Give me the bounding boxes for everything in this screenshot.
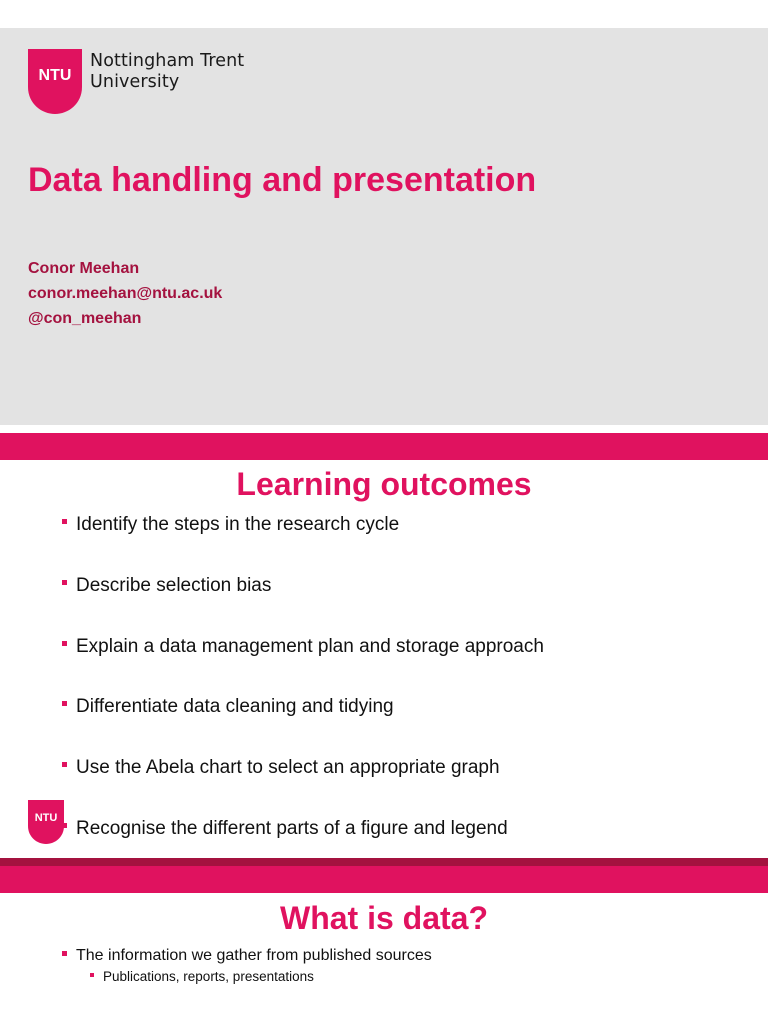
bullet-icon — [62, 701, 67, 706]
logo-abbrev: NTU — [38, 67, 72, 84]
bullet-icon — [62, 519, 67, 524]
list-item-text: Recognise the different parts of a figure and legend — [76, 818, 508, 839]
university-name — [90, 51, 244, 93]
sub-list-item — [90, 969, 314, 984]
mini-logo-abbrev: NTU — [34, 812, 58, 824]
ntu-logo-small-icon — [28, 800, 64, 844]
bullet-icon — [62, 762, 67, 767]
university-name-line1: Nottingham Trent — [90, 51, 245, 71]
author-handle[interactable]: @con_meehan — [28, 310, 142, 327]
ntu-logo-icon — [28, 49, 82, 114]
list-item-text: Describe selection bias — [76, 575, 272, 596]
bullet-icon — [62, 951, 67, 956]
slide3-title: What is data? — [279, 900, 488, 936]
bullet-icon — [62, 580, 67, 585]
list-item-text: Use the Abela chart to select an appropriate graph — [76, 757, 500, 778]
presentation-title: Data handling and presentation — [28, 161, 537, 199]
slide2-header-bar — [0, 433, 768, 460]
university-name-line2: University — [90, 72, 180, 92]
slide2-title: Learning outcomes — [236, 466, 532, 502]
slide3-header-bar — [0, 866, 768, 893]
bullet-icon — [90, 973, 94, 977]
list-item-text: Identify the steps in the research cycle — [76, 514, 400, 535]
list-item — [62, 947, 432, 965]
slide3-divider-bar — [0, 858, 768, 866]
bullet-icon — [62, 641, 67, 646]
list-item-text: The information we gather from published sources — [76, 947, 432, 964]
author-contact — [28, 256, 222, 331]
sub-list-item-text: Publications, reports, presentations — [103, 969, 314, 984]
author-name: Conor Meehan — [28, 260, 140, 277]
author-email[interactable]: conor.meehan@ntu.ac.uk — [28, 285, 223, 302]
title-slide — [0, 28, 768, 425]
list-item-text: Differentiate data cleaning and tidying — [76, 696, 394, 717]
list-item-text: Explain a data management plan and storage approach — [76, 636, 544, 657]
